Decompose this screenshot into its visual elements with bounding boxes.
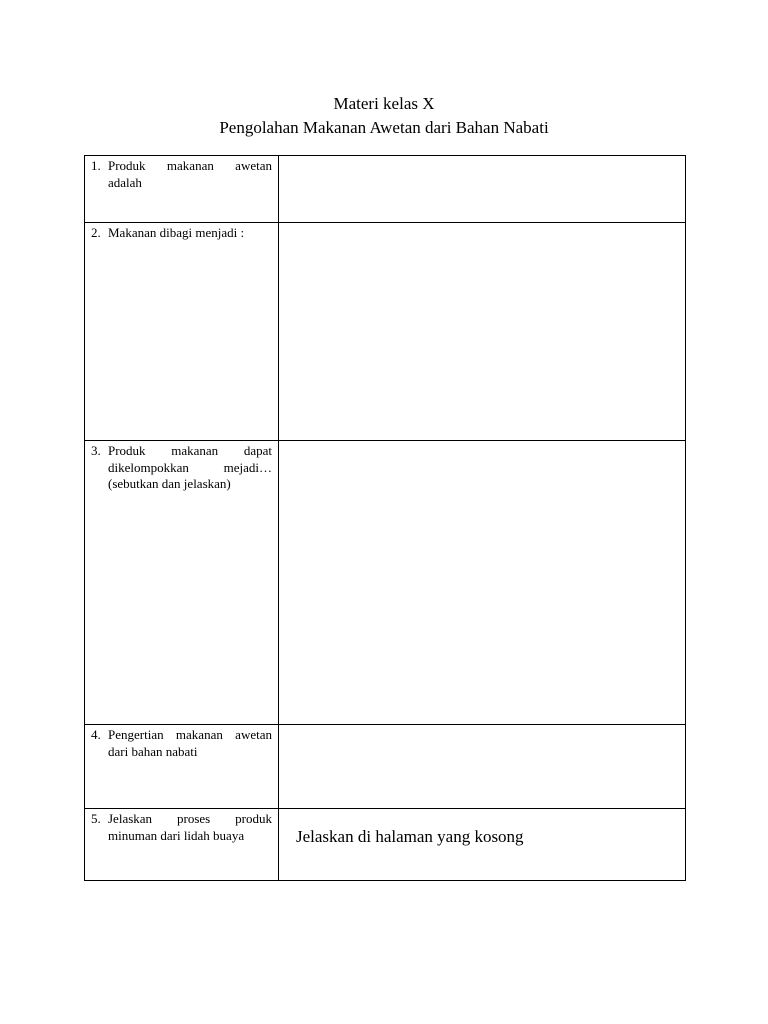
question-text: Jelaskan proses produk minuman dari lidah buaya: [108, 811, 272, 843]
question-cell: [85, 156, 279, 223]
question-cell: [85, 725, 279, 809]
table-row: [85, 725, 686, 809]
answer-cell[interactable]: [279, 156, 686, 223]
table-row: [85, 223, 686, 441]
question-number: 1.: [91, 158, 101, 173]
table-row: [85, 809, 686, 881]
answer-instruction: Jelaskan di halaman yang kosong: [296, 827, 524, 846]
question-number: 3.: [91, 443, 101, 458]
question-number: 5.: [91, 811, 101, 826]
question-cell: [85, 223, 279, 441]
answer-cell[interactable]: [279, 441, 686, 725]
page-title: Materi kelas X: [333, 94, 435, 113]
table-row: [85, 441, 686, 725]
question-cell: [85, 441, 279, 725]
table-row: [85, 156, 686, 223]
page-subtitle: Pengolahan Makanan Awetan dari Bahan Nabati: [219, 118, 549, 137]
question-text: Produk makanan awetan adalah: [108, 158, 272, 190]
answer-cell[interactable]: [279, 725, 686, 809]
question-text: Pengertian makanan awetan dari bahan nabati: [108, 727, 272, 759]
question-text: Makanan dibagi menjadi :: [108, 225, 245, 240]
worksheet-table: [84, 155, 686, 881]
question-number: 2.: [91, 225, 101, 240]
question-number: 4.: [91, 727, 101, 742]
answer-cell[interactable]: [279, 809, 686, 881]
answer-cell[interactable]: [279, 223, 686, 441]
question-text: Produk makanan dapat dikelompokkan mejadi… (sebutkan dan jelaskan): [108, 443, 272, 491]
question-cell: [85, 809, 279, 881]
